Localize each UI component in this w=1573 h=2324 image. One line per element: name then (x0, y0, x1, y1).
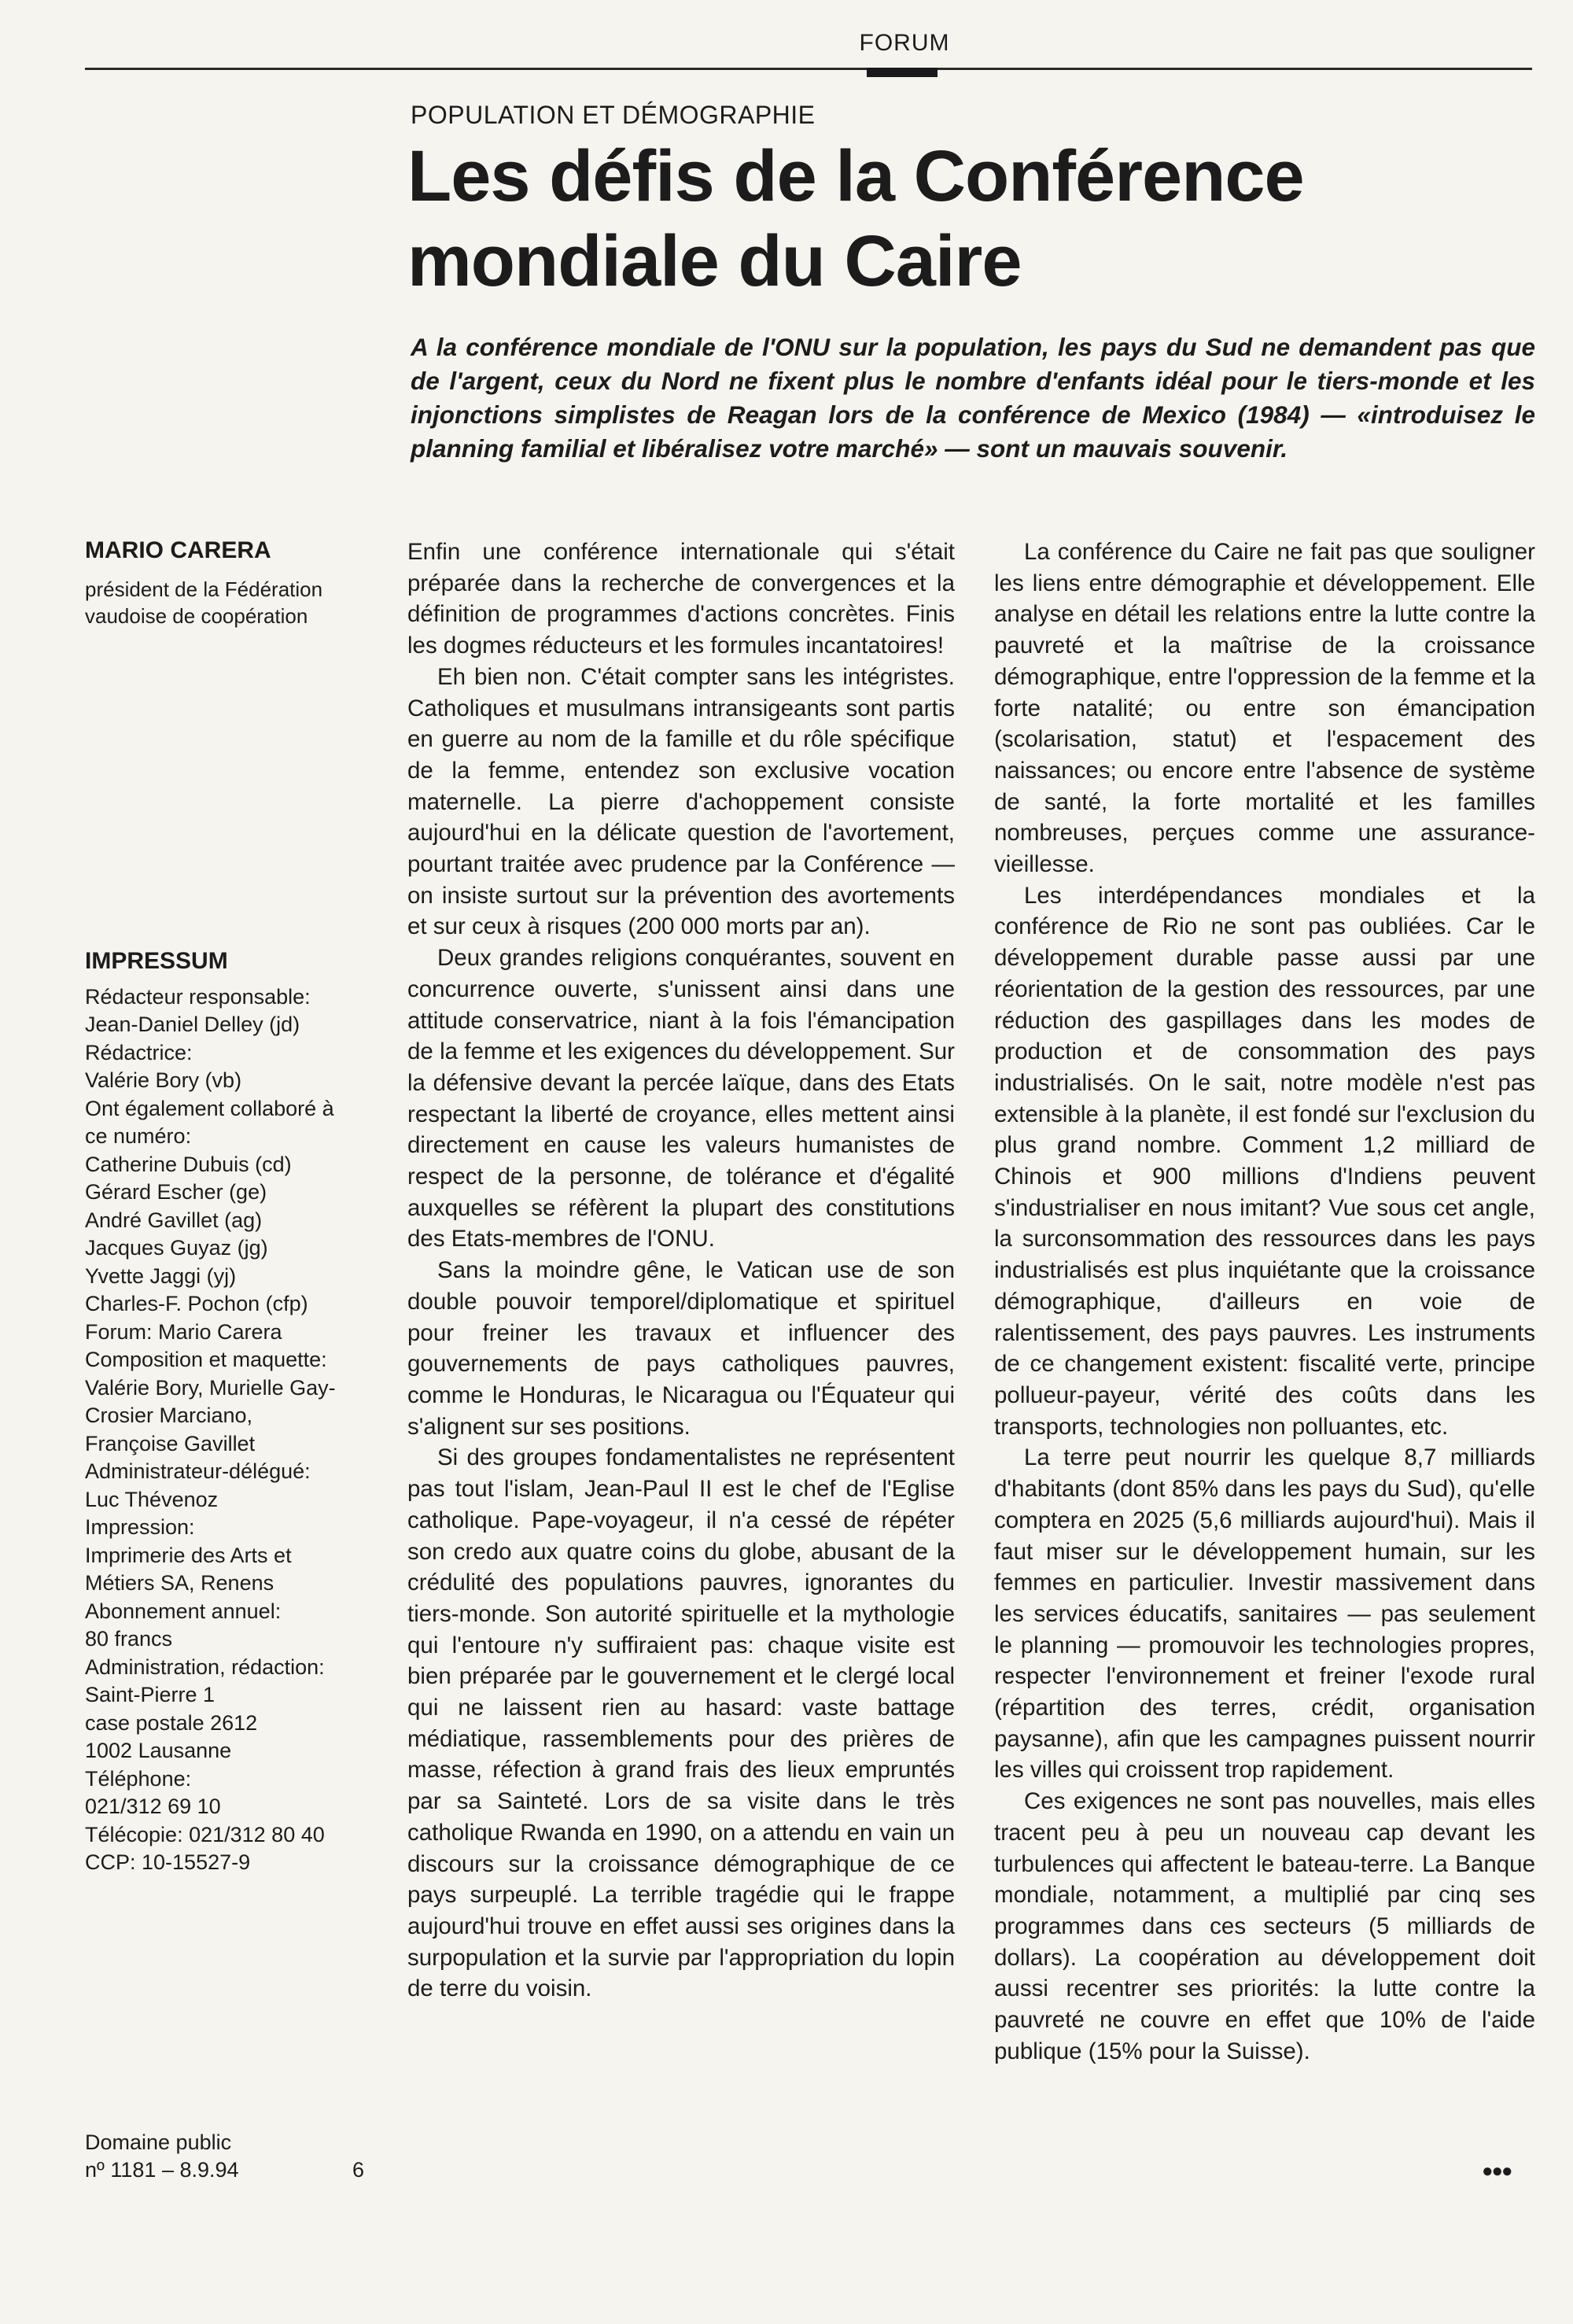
impressum-line: Crosier Marciano, (85, 1404, 253, 1427)
impressum (85, 947, 378, 1877)
paragraph: La terre peut nourrir les quelque 8,7 milliards d'habitants (dont 85% dans les pays du Sud), qu'elle comptera en 2025 (5,6 milliards aujourd'hui). Mais il faut miser sur le développement humain, sur les femmes en particulier. Investir massivement dans les services éducatifs, sanitaires — pas seulement le planning — promouvoir les technologies propres, respecter l'environnement et freiner l'exode rural (répartition des terres, crédit, organisation paysanne), afin que les campagnes puissent nourrir les villes qui croissent trop rapidement. (994, 1444, 1535, 1784)
impressum-line: ce numéro: (85, 1124, 192, 1148)
impressum-line: Télécopie: 021/312 80 40 (85, 1822, 325, 1846)
impressum-line: Composition et maquette: (85, 1348, 327, 1371)
article-column-1 (407, 537, 955, 2005)
impressum-line: Téléphone: (85, 1766, 192, 1791)
article-title (407, 134, 1524, 304)
page-footer (85, 2129, 378, 2184)
author-role-line-2: vaudoise de coopération (85, 603, 308, 628)
impressum-line: Métiers SA, Renens (85, 1571, 274, 1595)
impressum-line: Valérie Bory (vb) (85, 1068, 242, 1092)
impressum-line: Françoise Gavillet (85, 1431, 256, 1455)
impressum-line: Charles-F. Pochon (cfp) (85, 1292, 308, 1315)
issue-number: nº 1181 – 8.9.94 (85, 2158, 239, 2182)
impressum-line: Valérie Bory, Murielle Gay- (85, 1375, 336, 1400)
paragraph: Ces exigences ne sont pas nouvelles, mais elles tracent peu à peu un nouveau cap devant les turbulences qui affectent le bateau-terre. La Banque mondiale, notamment, a multiplié par cinq ses programmes dans ces secteurs (5 milliards de dollars). La coopération au développement doit aussi recentrer ses priorités: la lutte contre la pauvreté ne couvre en effet que 10% de l'aide publique (15% pour la Suisse). (994, 1788, 1535, 2064)
impressum-line: Administration, rédaction: (85, 1654, 325, 1679)
article-title-line-2: mondiale du Caire (407, 221, 1022, 301)
impressum-title: IMPRESSUM (85, 948, 228, 974)
paragraph: Eh bien non. C'était compter sans les intégristes. Catholiques et musulmans intransigeants sont partis en guerre au nom de la famille et du rôle spécifique de la femme, entendez son exclusive vocation maternelle. La pierre d'achoppement consiste aujourd'hui en la délicate question de l'avortement, pourtant traitée avec prudence par la Conférence — on insiste surtout sur la prévention des avortements et sur ceux à risques (200 000 morts par an). (407, 663, 955, 940)
impressum-line: Yvette Jaggi (yj) (85, 1263, 237, 1288)
header-rule (85, 68, 1532, 70)
impressum-line: Luc Thévenoz (85, 1487, 219, 1511)
end-of-article-icon: ●●● (1482, 2160, 1512, 2182)
impressum-line: Rédactrice: (85, 1040, 193, 1064)
article-title-line-1: Les défis de la Conférence (407, 136, 1304, 216)
impressum-line: Saint-Pierre 1 (85, 1683, 216, 1706)
impressum-line: Abonnement annuel: (85, 1599, 282, 1623)
impressum-list (85, 983, 378, 1877)
impressum-line: Gérard Escher (ge) (85, 1180, 267, 1204)
article-rubric: POPULATION ET DÉMOGRAPHIE (411, 101, 816, 129)
paragraph: Les interdépendances mondiales et la conférence de Rio ne sont pas oubliées. Car le développement durable passe aussi par une réorientation de la gestion des ressources, par une réduction des gaspillages dans les modes de production et de consommation des pays industrialisés. On le sait, notre modèle n'est pas extensible à la planète, il est fondé sur l'exclusion du plus grand nombre. Comment 1,2 milliard de Chinois et 900 millions d'Indiens peuvent s'industrialiser en nous imitant? Vue sous cet angle, la surconsommation des ressources dans les pays industrialisés est plus inquiétante que la croissance démographique, d'ailleurs en voie de ralentissement, des pays pauvres. Les instruments de ce changement existent: fiscalité verte, principe pollueur-payeur, vérité des coûts dans les transports, technologies non polluantes, etc. (994, 882, 1535, 1440)
page-number: 6 (352, 2158, 365, 2182)
publication-name: Domaine public (85, 2130, 232, 2154)
impressum-line: Imprimerie des Arts et (85, 1543, 292, 1567)
impressum-line: André Gavillet (ag) (85, 1208, 263, 1232)
paragraph: La conférence du Caire ne fait pas que souligner les liens entre démographie et développement. Elle analyse en détail les relations entre la lutte contre la pauvreté et la maîtrise de la croissance démographique, entre l'oppression de la femme et la forte natalité; ou entre son émancipation (scolarisation, statut) et l'espacement des naissances; ou encore entre l'absence de système de santé, la forte mortalité et les familles nombreuses, perçues comme une assurance-vieillesse. (994, 539, 1535, 878)
impressum-line: Forum: Mario Carera (85, 1319, 282, 1344)
impressum-line: Jacques Guyaz (jg) (85, 1236, 268, 1260)
impressum-line: Ont également collaboré à (85, 1096, 334, 1120)
issue-line (85, 2156, 378, 2184)
impressum-line: Jean-Daniel Delley (jd) (85, 1013, 300, 1036)
impressum-line: 1002 Lausanne (85, 1739, 232, 1762)
paragraph: Sans la moindre gêne, le Vatican use de son double pouvoir temporel/diplomatique et spirituel pour freiner les travaux et influencer des gouvernements de pays catholiques pauvres, comme le Honduras, le Nicaragua ou l'Équateur qui s'alignent sur ses positions. (407, 1257, 955, 1440)
impressum-line: CCP: 10-15527-9 (85, 1850, 251, 1874)
impressum-line: 80 francs (85, 1627, 173, 1651)
article-column-2 (994, 537, 1535, 2067)
section-label: FORUM (859, 30, 950, 56)
paragraph: Deux grandes religions conquérantes, souvent en concurrence ouverte, s'unissent ainsi dans une attitude conservatrice, niant à la fois l'émancipation de la femme et les exigences du développement. Sur la défensive devant la percée laïque, dans des Etats respectant la liberté de croyance, elles mettent ainsi directement en cause les valeurs humanistes de respect de la personne, de tolérance et d'égalité auxquelles se réfèrent la plupart des constitutions des Etats-membres de l'ONU. (407, 945, 955, 1252)
impressum-line: Rédacteur responsable: (85, 984, 311, 1009)
impressum-line: 021/312 69 10 (85, 1795, 221, 1818)
impressum-line: Catherine Dubuis (cd) (85, 1152, 292, 1176)
article-lead: A la conférence mondiale de l'ONU sur la population, les pays du Sud ne demandent pas que de l'argent, ceux du Nord ne fixent plus le nombre d'enfants idéal pour le tiers-monde et les injonctions simplistes de Reagan lors de la conférence de Mexico (1984) — «introduisez le planning familial et libéralisez votre marché» — sont un mauvais souvenir. (411, 333, 1535, 463)
header-tab-marker (867, 68, 938, 77)
paragraph: Enfin une conférence internationale qui s'était préparée dans la recherche de convergences et la définition de programmes d'actions concrètes. Finis les dogmes réducteurs et les formules incantatoires! (407, 539, 955, 659)
author-name: MARIO CARERA (85, 537, 271, 563)
author-block (85, 537, 378, 629)
paragraph: Si des groupes fondamentalistes ne représentent pas tout l'islam, Jean-Paul II est le chef de l'Eglise catholique. Pape-voyageur, il n'a cessé de répéter son credo aux quatre coins du globe, abusant de la crédulité des populations pauvres, ignorantes du tiers-monde. Son autorité spirituelle et la mythologie qui l'entoure n'y suffiraient pas: chaque visite est bien préparée par le gouvernement et le clergé local qui ne laissent rien au hasard: vaste battage médiatique, rassemblements pour des prières de masse, réfection à grand frais des lieux empruntés par sa Sainteté. Lors de sa visite dans le très catholique Rwanda en 1990, on a attendu en vain un discours sur la croissance démographique de ce pays surpeuplé. La terrible tragédie qui le frappe aujourd'hui trouve en effet aussi ses origines dans la surpopulation et la survie par l'appropriation du lopin de terre du voisin. (407, 1444, 955, 2002)
impressum-line: Administrateur-délégué: (85, 1459, 311, 1483)
author-role-line-1: président de la Fédération (85, 577, 323, 601)
impressum-line: case postale 2612 (85, 1710, 258, 1735)
impressum-line: Impression: (85, 1515, 195, 1539)
